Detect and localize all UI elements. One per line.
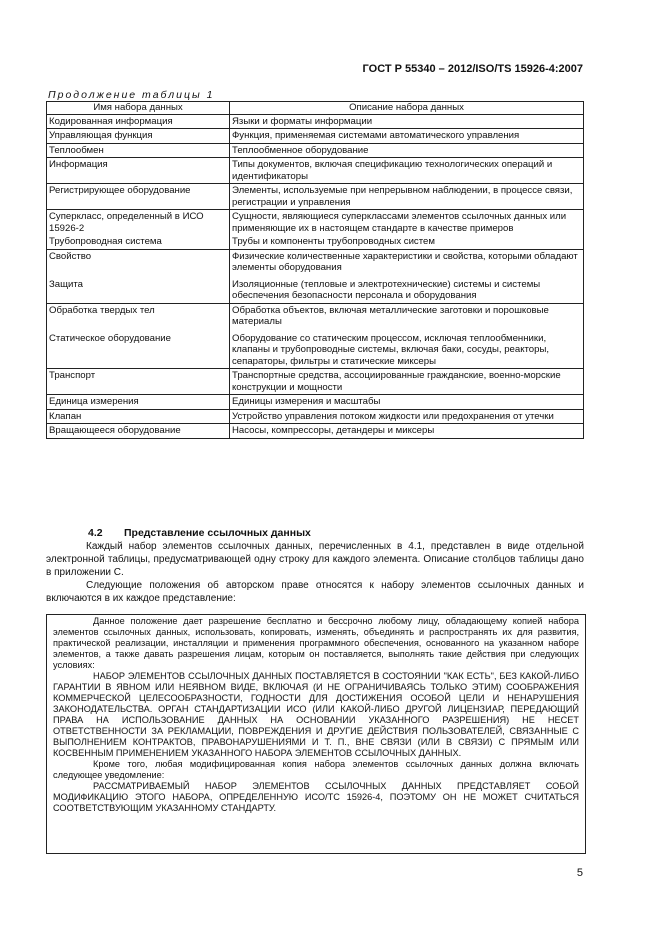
table-row [47,332,584,369]
dataset-name: Свойство [47,249,230,278]
document-header: ГОСТ Р 55340 – 2012/ISO/TS 15926-4:2007 [362,63,583,75]
section-number: 4.2 [88,527,103,539]
dataset-description: Изоляционные (тепловые и электротехнические) системы и системы обеспечения безопасности персонала и оборудования [230,278,584,304]
table-row [47,249,584,278]
dataset-description: Оборудование со статическим процессом, исключая теплообменники, клапаны и трубопроводные системы, включая баки, сосуды, реакторы, сепараторы, фильтры и статические миксеры [230,332,584,369]
dataset-name: Управляющая функция [47,129,230,144]
dataset-description: Обработка объектов, включая металлические заготовки и порошковые материалы [230,303,584,332]
dataset-description: Единицы измерения и масштабы [230,395,584,410]
page-number: 5 [576,867,583,879]
table-row [47,158,584,184]
datasets-table [46,101,584,439]
dataset-name: Обработка твердых тел [47,303,230,332]
table-row [47,303,584,332]
table-header-row [47,102,584,115]
dataset-description: Сущности, являющиеся суперклассами элементов ссылочных данных или применяющие их в настоящем стандарте в качестве примеров [230,210,584,236]
table-row [47,184,584,210]
column-header-name: Имя набора данных [47,102,230,115]
table-row [47,114,584,129]
table-row [47,369,584,395]
dataset-name: Статическое оборудование [47,332,230,369]
dataset-name: Единица измерения [47,395,230,410]
table-row [47,235,584,249]
dataset-name: Суперкласс, определенный в ИСО 15926-2 [47,210,230,236]
notice-paragraph-permission: Данное положение дает разрешение бесплатно и бессрочно любому лицу, обладающему копией набора элементов ссылочных данных, использовать, копировать, изменять, объединять и распространять их для развития, практической реализации, инсталляции и применения программного обеспечения, основанного на указанном наборе элементов, а также давать разрешения лицам, которым он поставляется, выполнять такие действия при следующих условиях: [53,616,579,670]
dataset-name: Клапан [47,409,230,424]
dataset-description: Языки и форматы информации [230,114,584,129]
copyright-notice-text [53,616,579,814]
table-row [47,129,584,144]
notice-paragraph-warranty: НАБОР ЭЛЕМЕНТОВ ССЫЛОЧНЫХ ДАННЫХ ПОСТАВЛЯЕТСЯ В СОСТОЯНИИ "КАК ЕСТЬ", БЕЗ КАКОЙ-ЛИБО ГАРАНТИИ В ЯВНОМ ИЛИ НЕЯВНОМ ВИДЕ, ВКЛЮЧАЯ (И НЕ ОГРАНИЧИВАЯСЬ ТОЛЬКО ЭТИМ) СООБРАЖЕНИЯ КОММЕРЧЕСКОЙ ЦЕЛЕСООБРАЗНОСТИ, ГОДНОСТИ ДЛЯ ДОСТИЖЕНИЯ ОСОБОЙ ЦЕЛИ И НЕНАРУШЕНИЯ ЗАКОНОДАТЕЛЬСТВА. ОРГАН СТАНДАРТИЗАЦИИ ИСО (ИЛИ КАКОЙ-ЛИБО ДРУГОЙ ЛИЦЕНЗИАР, ПЕРЕДАЮЩИЙ ПРАВА НА ИСПОЛЬЗОВАНИЕ ДАННЫХ НА ОСНОВАНИИ УКАЗАННОГО РАЗРЕШЕНИЯ) НЕ НЕСЕТ ОТВЕТСТВЕННОСТИ ЗА РЕКЛАМАЦИИ, ПОВРЕЖДЕНИЯ И ДРУГИЕ ДЕЙСТВИЯ ПОЛЬЗОВАТЕЛЕЙ, СВЯЗАННЫЕ С ВЫПОЛНЕНИЕМ КОНТРАКТОВ, ПРАВОНАРУШЕНИЯМИ И Т. П., ВНЕ СВЯЗИ (ИЛИ В СВЯЗИ) С ПРЯМЫМ ИЛИ КОСВЕННЫМ ПРИМЕНЕНИЕМ УКАЗАННОГО НАБОРА ЭЛЕМЕНТОВ ССЫЛОЧНЫХ ДАННЫХ. [53,671,579,758]
table-row [47,395,584,410]
table-row [47,143,584,158]
section-paragraph-1: Каждый набор элементов ссылочных данных, перечисленных в 4.1, представлен в виде отдельной электронной таблицы, предусматривающей одну строку для каждого элемента. Описание столбцов таблицы дано в приложении С. [46,541,584,578]
dataset-name: Теплообмен [47,143,230,158]
section-heading [88,527,311,539]
dataset-description: Насосы, компрессоры, детандеры и миксеры [230,424,584,439]
dataset-description: Теплообменное оборудование [230,143,584,158]
dataset-description: Элементы, используемые при непрерывном наблюдении, в процессе связи, регистрации и управления [230,184,584,210]
table-continuation-title: Продолжение таблицы 1 [48,89,215,101]
dataset-name: Трубопроводная система [47,235,230,249]
copyright-notice-box [46,614,586,854]
dataset-description: Функция, применяемая системами автоматического управления [230,129,584,144]
table-row [47,210,584,236]
dataset-name: Защита [47,278,230,304]
dataset-name: Транспорт [47,369,230,395]
notice-paragraph-statement: РАССМАТРИВАЕМЫЙ НАБОР ЭЛЕМЕНТОВ ССЫЛОЧНЫХ ДАННЫХ ПРЕДСТАВЛЯЕТ СОБОЙ МОДИФИКАЦИЮ ЭТОГО НАБОРА, ОПРЕДЕЛЕННУЮ ИСО/ТС 15926-4, ПОЭТОМУ ОН НЕ МОЖЕТ СЧИТАТЬСЯ СООТВЕТСТВУЮЩИМ УКАЗАННОМУ СТАНДАРТУ. [53,781,579,813]
section-paragraph-2: Следующие положения об авторском праве относятся к набору элементов ссылочных данных и включаются в их каждое представление: [46,580,584,604]
table-row [47,278,584,304]
dataset-description: Устройство управления потоком жидкости или предохранения от утечки [230,409,584,424]
notice-paragraph-modification: Кроме того, любая модифицированная копия набора элементов ссылочных данных должна включать следующее уведомление: [53,759,579,780]
dataset-description: Типы документов, включая спецификацию технологических операций и идентификаторы [230,158,584,184]
table-row [47,424,584,439]
dataset-description: Физические количественные характеристики и свойства, которыми обладают элементы оборудования [230,249,584,278]
dataset-name: Информация [47,158,230,184]
dataset-name: Вращающееся оборудование [47,424,230,439]
dataset-description: Транспортные средства, ассоциированные гражданские, военно-морские конструкции и мощности [230,369,584,395]
section-title: Представление ссылочных данных [124,527,311,539]
dataset-name: Регистрирующее оборудование [47,184,230,210]
table-row [47,409,584,424]
dataset-description: Трубы и компоненты трубопроводных систем [230,235,584,249]
column-header-description: Описание набора данных [230,102,584,115]
dataset-name: Кодированная информация [47,114,230,129]
